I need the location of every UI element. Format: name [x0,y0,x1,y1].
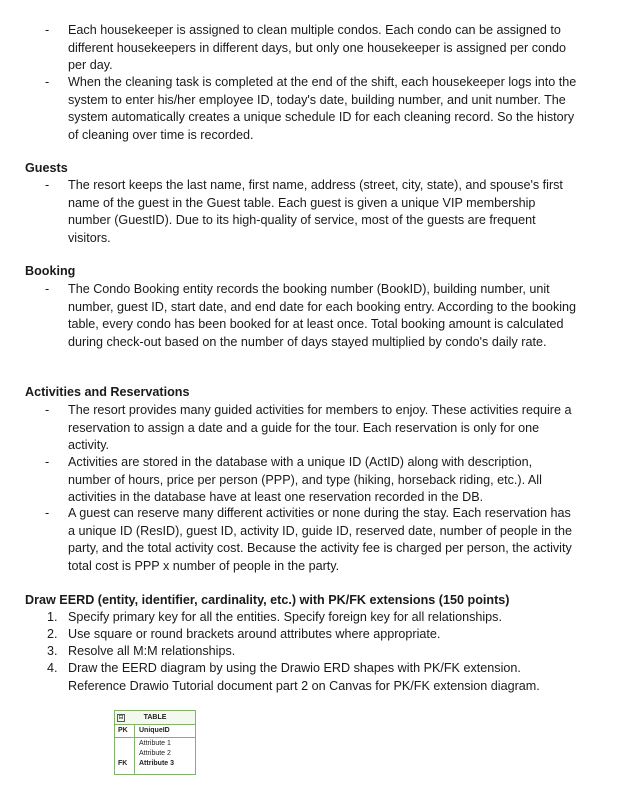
activities-heading: Activities and Reservations [25,385,190,399]
list-number: 2. [47,627,58,641]
activities-bullet-2: Activities are stored in the database with a unique ID (ActID) along with description, number of hours, price per person (PPP), and type (hiking, horseback riding, etc.). All activities in the database have at least one reservation recorded in the DB. [68,455,542,504]
erd-table-title: TABLE [143,714,167,721]
fk-label: FK [118,760,128,767]
list-number: 4. [47,661,58,675]
booking-heading: Booking [25,264,76,278]
erd-table-example [114,710,196,775]
activities-bullet-1: The resort provides many guided activities for members to enjoy. These activities require a reservation to assign a date and a guide for the tour. Each reservation is only for one activity. [68,403,572,452]
draw-item-4: Draw the EERD diagram by using the Drawio ERD shapes with PK/FK extension. Reference Drawio Tutorial document part 2 on Canvas for PK/FK extension diagram. [68,661,540,693]
guests-heading: Guests [25,161,68,175]
booking-bullet-1: The Condo Booking entity records the booking number (BookID), building number, unit number, guest ID, start date, and end date for each booking entry. According to the booking table, every condo has been booked for at least once. Total booking amount is calculated during check-out based on the number of days stayed multiplied by condo's daily rate. [68,282,577,349]
fk-attribute: Attribute 3 [139,760,174,767]
intro-bullet-1: Each housekeeper is assigned to clean multiple condos. Each condo can be assigned to different housekeepers in different days, but only one housekeeper is assigned per condo per day. [68,23,567,72]
intro-bullet-2: When the cleaning task is completed at the end of the shift, each housekeeper logs into the system to enter his/her employee ID, today's date, building number, and unit number. The system automatically creates a unique schedule ID for each cleaning record. So the history of cleaning over time is recorded. [68,75,577,142]
erd-attribute-1: Attribute 1 [139,740,171,747]
erd-divider [134,724,135,774]
bullet-dash: - [45,178,50,192]
pk-attribute: UniqueID [139,727,170,734]
draw-item-1: Specify primary key for all the entities. Specify foreign key for all relationships. [68,610,502,624]
bullet-dash: - [45,23,50,37]
erd-table-header [115,711,195,725]
draw-item-2: Use square or round brackets around attributes where appropriate. [68,627,441,641]
collapse-icon: ⊟ [118,715,124,721]
pk-label: PK [118,727,128,734]
bullet-dash: - [45,282,50,296]
bullet-dash: - [45,403,50,417]
guests-bullet-1: The resort keeps the last name, first name, address (street, city, state), and spouse's first name of the guest in the Guest table. Each guest is given a unique VIP membership number (GuestID). Due to its high-quality of service, most of the guests are frequent visitors. [68,178,563,245]
activities-bullet-3: A guest can reserve many different activities or none during the stay. Each reservation has a unique ID (ResID), guest ID, activity ID, guide ID, reserved date, number of people in the party, and the total activity cost. Because the activity fee is charged per person, the activity total cost is PPP x number of people in the party. [68,506,573,573]
erd-attribute-2: Attribute 2 [139,750,171,757]
draw-item-3: Resolve all M:M relationships. [68,644,236,658]
bullet-dash: - [45,506,50,520]
bullet-dash: - [45,75,50,89]
list-number: 1. [47,610,58,624]
list-number: 3. [47,644,58,658]
draw-heading: Draw EERD (entity, identifier, cardinality, etc.) with PK/FK extensions (150 points) [25,593,510,607]
bullet-dash: - [45,455,50,469]
erd-pk-row [115,724,195,738]
